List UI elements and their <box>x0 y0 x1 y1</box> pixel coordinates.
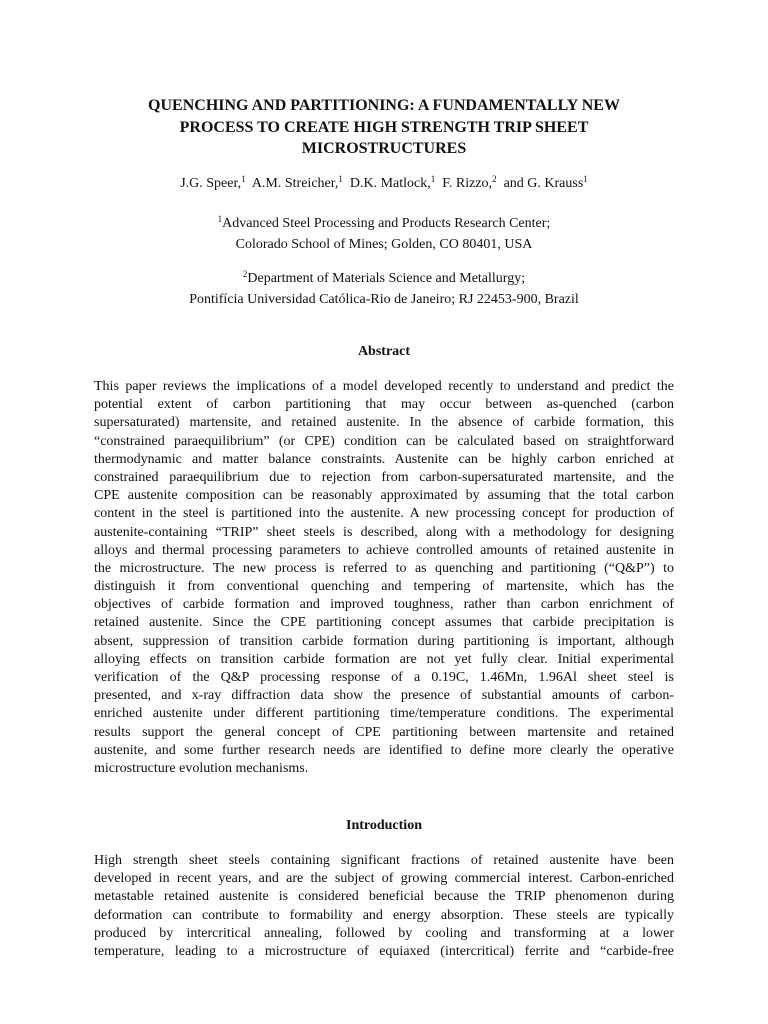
affiliation-line: Advanced Steel Processing and Products Research Center; <box>222 216 551 231</box>
author: A.M. Streicher,$^1$ <box>251 174 343 191</box>
text-line: retained austenite. Since the CPE partitioning concept assumes that carbide precipitation is <box>94 615 674 631</box>
text-line: objectives of carbide formation and improved toughness, rather than carbon enrichment of <box>94 597 674 613</box>
affiliation-line: Department of Materials Science and Metallurgy; <box>247 271 526 286</box>
text-line: developed in recent years, and are the subject of growing commercial interest. Carbon-enriched <box>94 871 674 887</box>
text-line: CPE austenite composition can be reasonably approximated by assuming that the total carbon <box>94 488 674 504</box>
text-line: “constrained paraequilibrium” (or CPE) condition can be calculated based on straightforward <box>94 433 674 449</box>
paper-title <box>94 95 674 160</box>
introduction-heading: Introduction <box>346 818 422 833</box>
text-line: alloys and thermal processing parameters to achieve controlled amounts of retained austenite in <box>94 542 674 558</box>
text-line: constrained paraequilibrium due to rejection from carbon-supersaturated martensite, and the <box>94 469 674 485</box>
text-line: deformation can contribute to formability and energy absorption. These steels are typically <box>94 907 674 923</box>
affiliation-1 <box>94 213 674 255</box>
text-line: content in the steel is partitioned into the austenite. A new processing concept for production of <box>94 506 674 522</box>
affiliation-mark: 2 <box>242 269 248 279</box>
text-line: High strength sheet steels containing significant fractions of retained austenite have been <box>94 853 674 868</box>
author: D.K. Matlock,$^1$ <box>349 174 436 191</box>
text-line: alloying effects on transition carbide formation are not yet fully clear. Initial experimental <box>94 651 674 667</box>
author-list <box>94 175 674 193</box>
text-line: supersaturated) martensite, and retained austenite. In the absence of carbide formation, this <box>94 415 674 431</box>
text-line: produced by intercritical annealing, followed by cooling and transforming at a lower <box>94 925 674 941</box>
author: F. Rizzo,$^2$ <box>442 174 497 191</box>
text-line: results support the general concept of CPE partitioning between martensite and retained <box>94 724 674 740</box>
text-line: This paper reviews the implications of a model developed recently to understand and predict the <box>94 379 674 394</box>
text-line: thermodynamic and matter balance constraints. Austenite can be highly carbon enriched at <box>94 451 674 467</box>
author: J.G. Speer,$^1$ <box>180 174 246 191</box>
abstract-heading: Abstract <box>357 344 411 359</box>
affiliation-2 <box>94 268 674 310</box>
affiliation-line: Pontifícia Universidad Católica-Rio de Janeiro; RJ 22453-900, Brazil <box>189 292 579 307</box>
text-line: temperature, leading to a microstructure of equiaxed (intercritical) ferrite and “carbide-free <box>94 943 674 959</box>
text-line: metastable retained austenite is considered beneficial because the TRIP phenomenon during <box>94 889 674 905</box>
title-line: QUENCHING AND PARTITIONING: A FUNDAMENTALLY NEW <box>148 97 620 114</box>
text-line: enriched austenite under different partitioning time/temperature conditions. The experimental <box>94 706 674 722</box>
title-line: MICROSTRUCTURES <box>301 140 467 157</box>
text-line: distinguish it from conventional quenching and tempering of martensite, which has the <box>94 579 674 595</box>
text-line: presented, and x-ray diffraction data show the presence of substantial amounts of carbon- <box>94 688 674 704</box>
text-line: microstructure evolution mechanisms. <box>94 760 309 776</box>
affiliation-mark: 1 <box>217 214 223 224</box>
affiliation-line: Colorado School of Mines; Golden, CO 80401, USA <box>235 237 533 252</box>
author: and G. Krauss$^1$ <box>503 174 588 191</box>
text-line: verification of the Q&P processing response of a 0.19C, 1.46Mn, 1.96Al sheet steel is <box>94 670 674 685</box>
abstract-body <box>94 378 674 778</box>
text-line: potential extent of carbon partitioning that may occur between as-quenched (carbon <box>94 397 674 413</box>
text-line: absent, suppression of transition carbide formation during partitioning is important, although <box>94 633 674 649</box>
text-line: the microstructure. The new process is referred to as quenching and partitioning (“Q&P”) to <box>94 560 674 576</box>
title-line: PROCESS TO CREATE HIGH STRENGTH TRIP SHEET <box>179 118 589 136</box>
text-line: austenite, and some further research needs are identified to define more clearly the operative <box>94 742 674 758</box>
introduction-body <box>94 852 674 961</box>
text-line: austenite-containing “TRIP” sheet steels is described, along with a methodology for designing <box>94 524 674 540</box>
